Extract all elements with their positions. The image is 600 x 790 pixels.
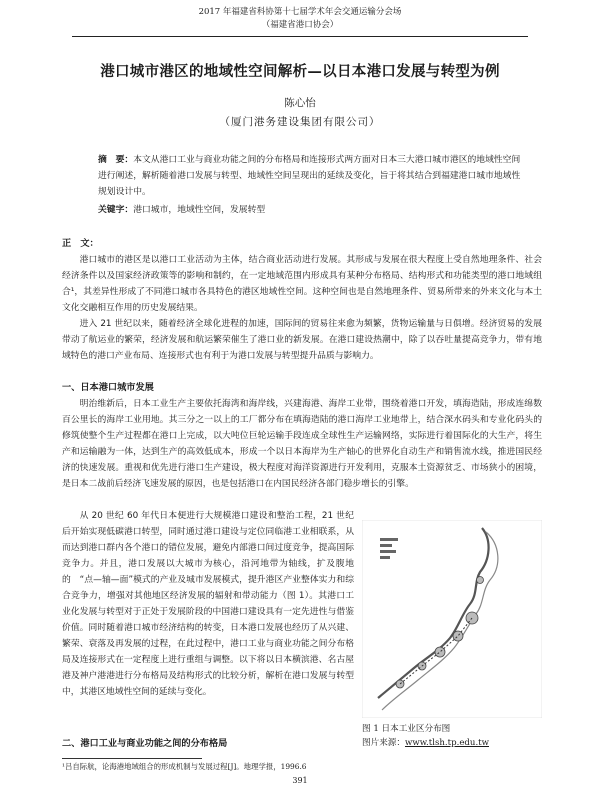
japan-industrial-map-figure: [362, 520, 542, 718]
header-rule: [72, 36, 528, 37]
header-line-2: （福建省港口协会）: [261, 20, 339, 30]
author-name: 陈心怡: [284, 97, 316, 109]
section-1-paragraph-1: 明治维新后，日本工业生产主要依托海湾和海岸线，兴建海港、海岸工业带，围绕着港口开发，填海造陆，形成连绵数百公里长的海岸工业用地。其三分之一以上的工厂都分布在填海造陆的港口海岸工业地带上，结合深水码头和专业化码头的修筑使整个生产过程都在港口上完成，以大吨位巨轮运输手段连成全球性生产运输网络，实际进行着国际化的大生产，将生产和运输融为一体，达到生产的高效低成本，形成一个以日本海岸为生产轴心的世界化自动生产和销售流水线，推进国民经济的快速发展。重视和优先进行港口生产建设，极大程度对海洋资源进行开发利用，克服本土资源贫乏、市场狭小的困境，是日本二战前后经济飞速发展的原因，也是包括港口在内国民经济各部门稳步增长的引擎。: [62, 399, 542, 489]
page-number: 391: [292, 776, 308, 785]
industrial-zone-marker: [453, 631, 463, 641]
paper-title: 港口城市港区的地域性空间解析—以日本港口发展与转型为例: [100, 63, 500, 80]
abstract: [98, 152, 528, 200]
figure-source-url: www.tlsh.tp.edu.tw: [404, 738, 489, 748]
intro-paragraph-1: 港口城市的港区是以港口工业活动为主体，结合商业活动进行发展。其形成与发展在很大程度上受自然地理条件、社会经济条件以及国家经济政策等的影响和制约，在一定地域范围内形成具有某种分布格局、结构形式和功能类型的港口地域组合¹，其差异性形成了不同港口城市各具特色的港区地域性空间。这种空间也是自然地理条件、贸易所带来的外来文化与本土文化交融相互作用的历史发展结果。: [62, 255, 542, 313]
keywords: [98, 202, 528, 215]
figure-caption: 图 1 日本工业区分布图: [362, 724, 451, 734]
abstract-label: 摘 要：: [98, 155, 134, 165]
section-1-paragraph-2: 从 20 世纪 60 年代日本便进行大规模港口建设和整治工程，21 世纪后开始实现低碳港口转型，同时通过港口建设与定位同临港工业相联系，从而达到港口群内各个港口的错位发展，避免内部港口间过度竞争，提高国际竞争力。并且，港口发展以大城市为核心，沿河地带为轴线，扩及腹地的 “点—轴—面”模式的产业及城市发展模式，提升港区产业整体实力和综合竞争力，增强对其他地区经济发展的辐射和带动能力（图 1）。其港口工业化发展与转型对于正处于发展阶段的中国港口建设具有一定先进性与借鉴价值。同时随着港口城市经济结构的转变，日本港口发展也经历了从兴建、繁荣、衰落及再发展的过程，在此过程中，港口工业与商业功能之间分布格局及连接形式在一定程度上进行重组与调整。以下将以日本横滨港、名古屋港及神户港港进行分布格局及结构形式的比较分析，解析在港口发展与转型中，其港区地域性空间的延续与变化。: [62, 511, 354, 697]
industrial-zone-marker: [477, 577, 484, 584]
figure-source-label: 图片来源：: [362, 738, 405, 748]
abstract-text: 本文从港口工业与商业功能之间的分布格局和连接形式两方面对日本三大港口城市港区的地域性空间进行阐述，解析随着港口发展与转型、地域性空间呈现出的延续及变化，旨于将其结合到福建港口城市地域性规划设计中。: [98, 155, 521, 197]
figure-caption-block: [362, 722, 562, 750]
keywords-label: 关键字：: [98, 205, 134, 215]
conference-header: [0, 6, 600, 32]
author-affiliation: （厦门港务建设集团有限公司）: [219, 116, 381, 128]
intro-paragraph-2: 进入 21 世纪以来，随着经济全球化进程的加速，国际间的贸易往来愈为频繁，货物运输量与日俱增。经济贸易的发展带动了航运业的繁荣，经济发展和航运繁荣催生了港口业的新发展。在港口建设热潮中，除了以吞吐量提高竞争力，带有地域特色的港口产业布局、连接形式也有利于为港口发展与转型提升品质与影响力。: [62, 319, 542, 361]
intro-heading: 正 文：: [62, 238, 99, 249]
footnote-rule: [62, 758, 202, 759]
industrial-zone-marker: [396, 680, 404, 688]
footnote: ¹吕自际航，论海港地域组合的形成机制与发展过程[J]。地理学报，1996.6: [62, 762, 307, 771]
header-line-1: 2017 年福建省科协第十七届学术年会交通运输分会场: [198, 7, 402, 17]
keywords-text: 港口城市，地域性空间，发展转型: [133, 205, 266, 215]
section-1-heading: 一、日本港口城市发展: [62, 382, 154, 393]
section-2-heading: 二、港口工业与商业功能之间的分布格局: [62, 738, 228, 749]
